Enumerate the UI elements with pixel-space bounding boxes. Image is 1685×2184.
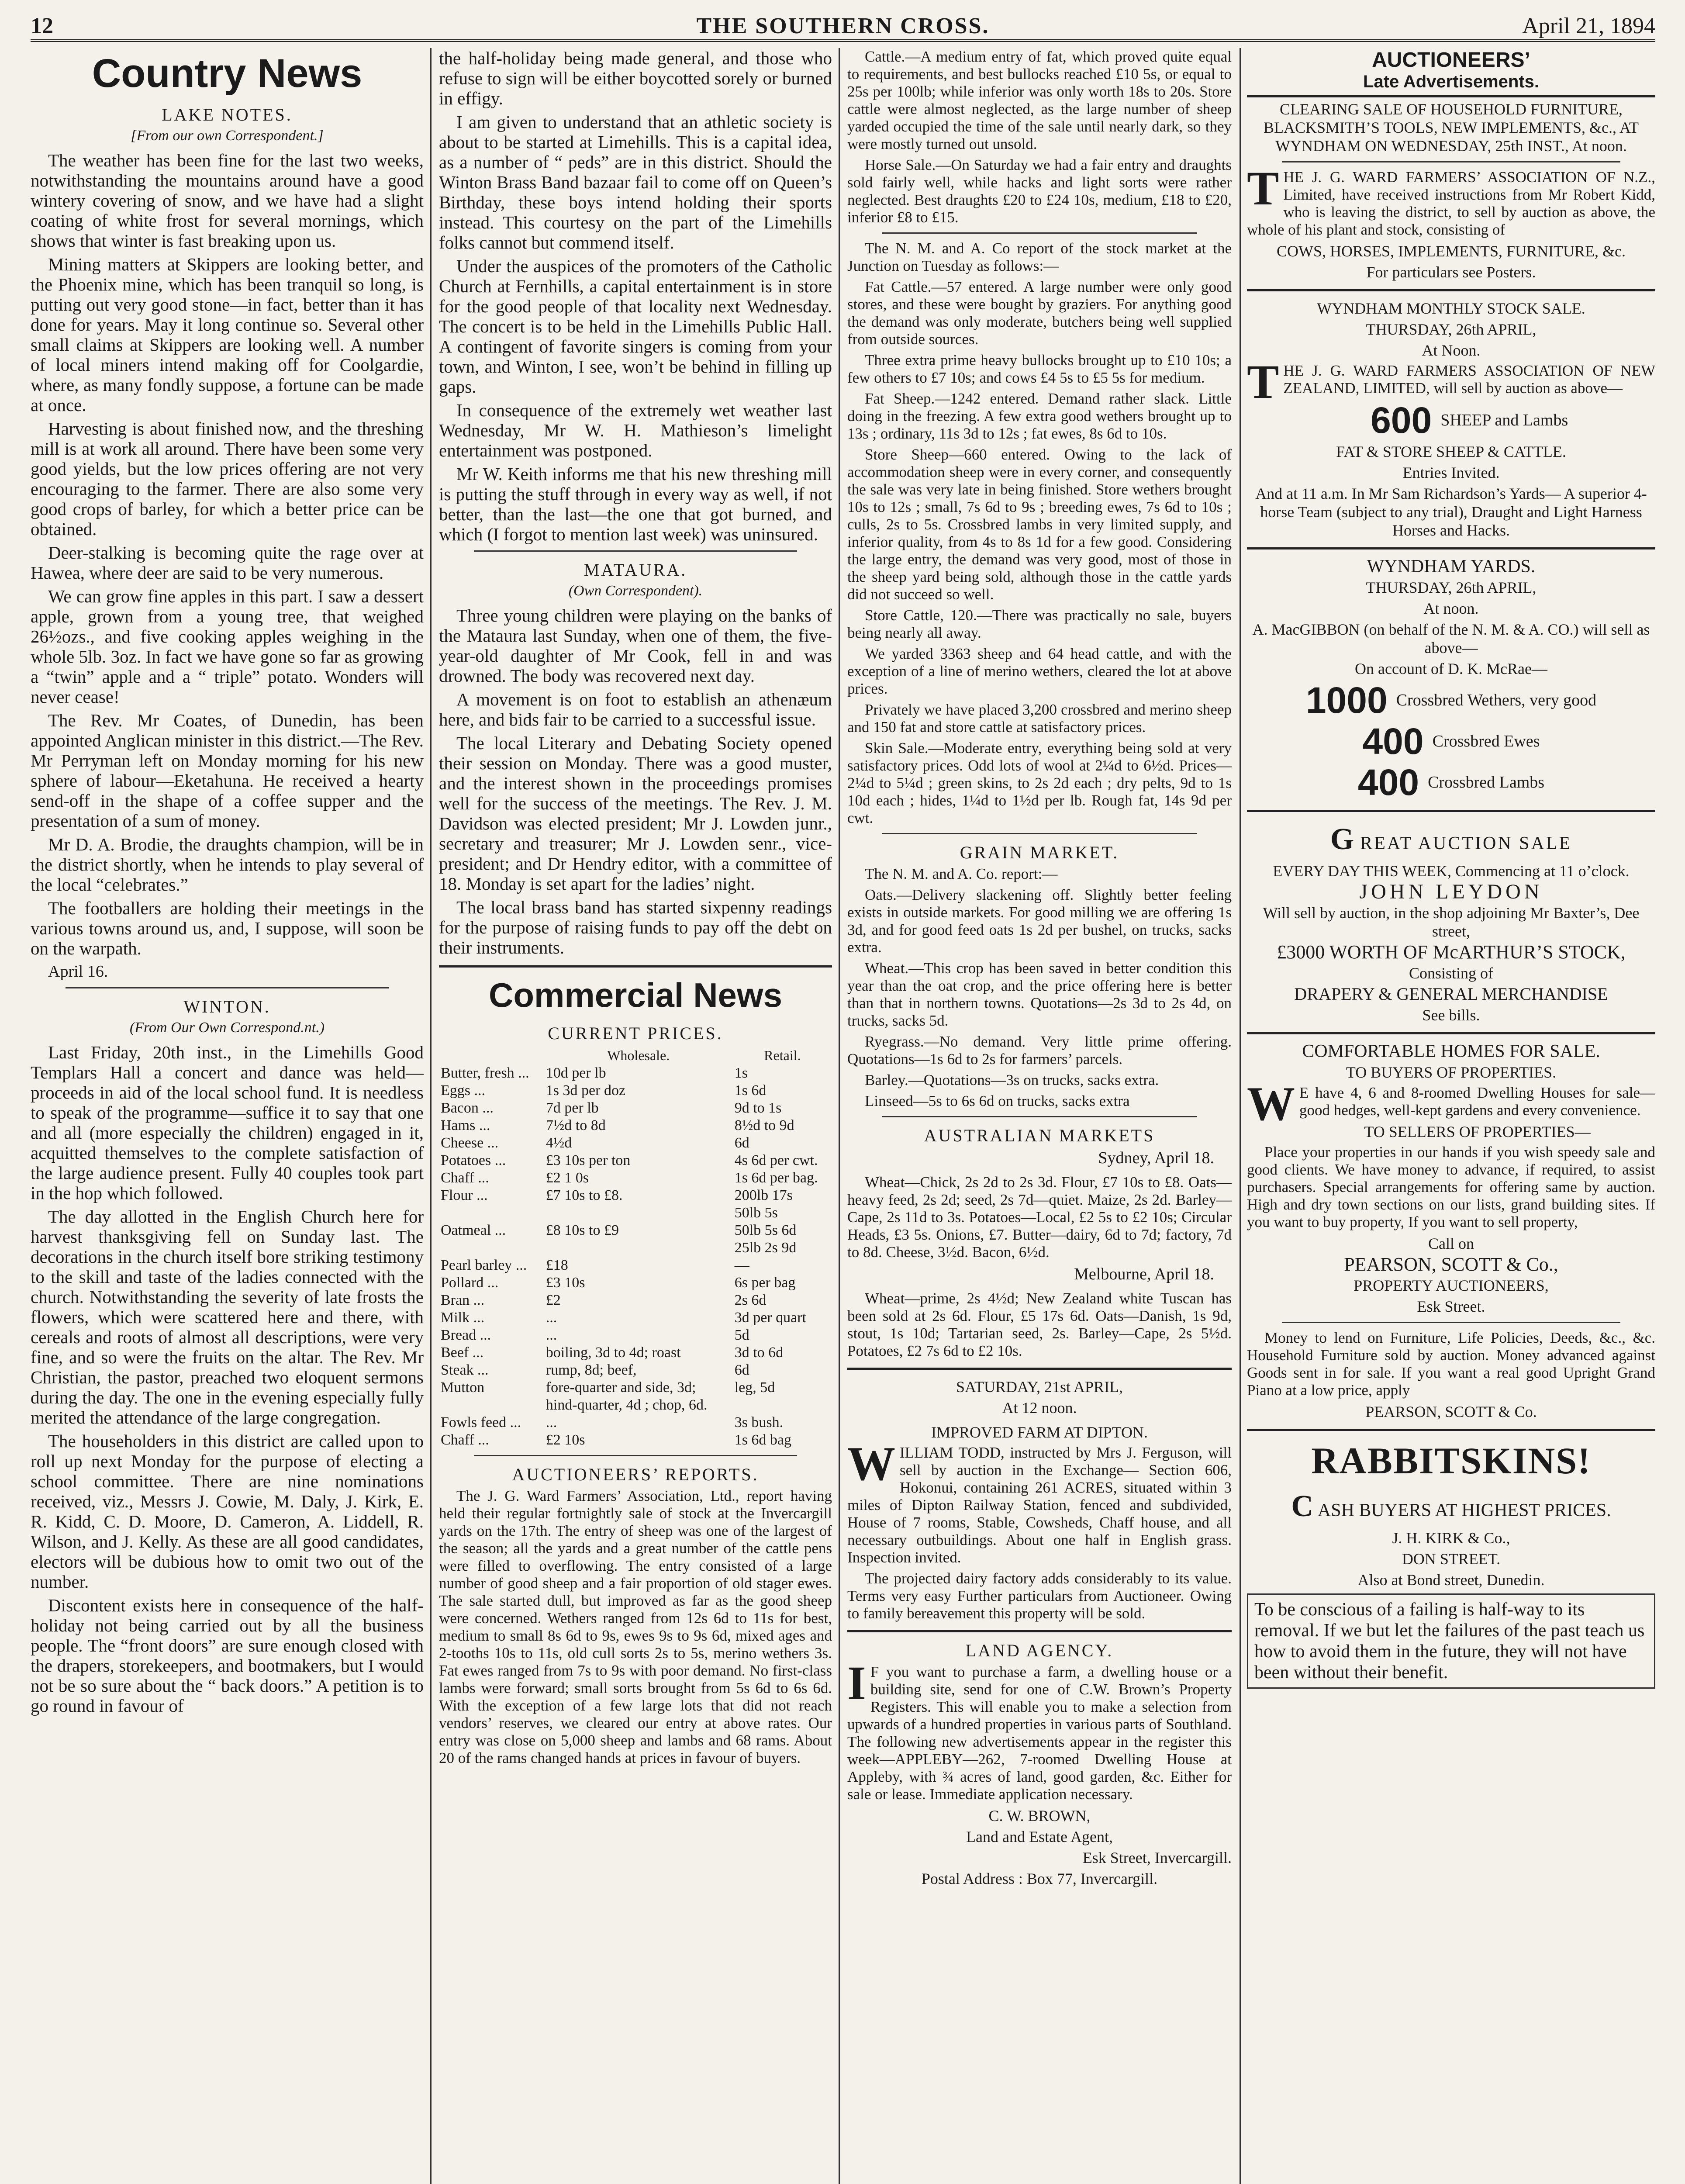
paragraph: Cattle.—A medium entry of fat, which proved quite equal to requirements, and best bullocks reached £10 5s, or equal to 25s per 100lb; while inferior was only worth 18s to 20s. Store cattle were almost neglected, as the large number of sheep yarded occupied the time of the sale until nearly dark, so they were mostly turned out unsold.	[847, 48, 1232, 152]
column-country-news	[31, 48, 424, 2184]
prices-body	[439, 1064, 832, 1449]
paragraph: I am given to understand that an athletic society is about to be started at Limehills. This is a capital idea, as a number of “ peds” are in this district. Should the Winton Brass Band bazaar fail to come off on Queen’s Birthday, these boys intend holding their sports instead. This courtesy on the part of the Limehills folks cannot but commend itself.	[439, 112, 832, 252]
ad-text: £3000 WORTH OF McARTHUR’S STOCK,	[1277, 941, 1626, 963]
ad-text-body: ILLIAM TODD, instructed by Mrs J. Ferguson, will sell by auction in the Exchange— Section 606, Hokonui, containing 261 ACRES, situated within 3 miles of Dipton Railway Station, fenced and subdivided, House of 7 rooms, Stable, Cowsheds, Chaff house, and all necessary outbuildings. About one half in English grass. Inspection invited.	[847, 1444, 1232, 1566]
divider	[847, 1368, 1232, 1370]
article-title: MATAURA.	[584, 560, 687, 580]
price-item	[439, 1239, 544, 1257]
ad-text-body: E have 4, 6 and 8-roomed Dwelling Houses for sale—good hedges, well-kept gardens and every convenience.	[1299, 1084, 1655, 1119]
table-row	[439, 1431, 832, 1449]
column-three	[847, 48, 1232, 2184]
table-row	[439, 1414, 832, 1431]
paragraph: Mr D. A. Brodie, the draughts champion, will be in the district shortly, when he intends to play several of the local “celebrates.”	[31, 834, 424, 895]
ad-items: FAT & STORE SHEEP & CATTLE.	[1336, 443, 1566, 460]
drop-cap: G	[1330, 822, 1356, 856]
paragraph: Mr W. Keith informs me that his new threshing mill is putting the stuff through in every way as well, if not better, than the last—the one that got burned, and which (I forgot to mention last week) was uninsured.	[439, 464, 832, 544]
divider	[1247, 810, 1655, 812]
stock-desc: Crossbred Lambs	[1428, 773, 1545, 791]
ad-note: For particulars see Posters.	[1366, 263, 1536, 281]
price-item	[439, 1396, 544, 1414]
paragraph: Wheat—Chick, 2s 2d to 2s 3d. Flour, £7 10s to £8. Oats—heavy feed, 2s 2d; seed, 2s 7d—quiet. Maize, 2s 2d. Barley—Cape, 2s 11d to 3s. Potatoes—Local, £2 5s to £2 10s; Circular Heads, £3 5s. Onions, £7. Butter—dairy, 6d to 7d; factory, 7d to 8d. Cheese, 3½d. Bacon, 6½d.	[847, 1174, 1232, 1261]
paragraph: Last Friday, 20th inst., in the Limehills Good Templars Hall a concert and dance was held—proceeds in aid of the local school fund. It is needless to speak of the programme—suffice it to say that one and all (more especially the children) engaged in it, acquitted themselves to the complete satisfaction of the large audience present. Fully 40 couples took part in the hop which followed.	[31, 1042, 424, 1203]
article-title: GRAIN MARKET.	[960, 843, 1119, 862]
ad-text: Money to lend on Furniture, Life Policies, Deeds, &c., &c. Household Furniture sold by auction. Money advanced against Goods sent in for sale. If you want a real good Upright Grand Piano at a low price, apply	[1247, 1329, 1655, 1399]
paragraph: The local brass band has started sixpenny readings for the purpose of raising funds to pay off the debt on their instruments.	[439, 897, 832, 957]
table-row	[439, 1309, 832, 1327]
paragraph: Skin Sale.—Moderate entry, everything being sold at very satisfactory prices. Odd lots of wool at 2¼d to 6½d. Prices—2¼d to 5¼d ; green skins, to 2s 2d each ; dry pelts, 9d to 1s 10d each ; hides, 1¼d to 1½d per lb. Rough fat, 14s 9d per cwt.	[847, 740, 1232, 826]
paragraph: Barley.—Quotations—3s on trucks, sacks extra.	[865, 1071, 1159, 1089]
price-item: Bran ...	[441, 1292, 485, 1308]
paragraph: the half-holiday being made general, and those who refuse to sign will be either boycotted sorely or burned in effigy.	[439, 48, 832, 108]
newspaper-title: THE SOUTHERN CROSS.	[696, 14, 990, 38]
agent-name: J. H. KIRK & Co.,	[1392, 1529, 1510, 1547]
article-title: WINTON.	[183, 997, 271, 1016]
paragraph: The day allotted in the English Church here for harvest thanksgiving fell on Sunday last. The decorations in the church itself bore striking testimony to the skill and taste of the ladies connected with the church. Notwithstanding the severity of late frosts the flowers, which were scattered here and there, with cereals and roots of almost all descriptions, were very fine, and so were the fruits on the altar. The Rev. Mr Christian, the pastor, preached two eloquent sermons during the day. The one in the evening especially fully merited the attendance of the large congregation.	[31, 1206, 424, 1427]
col-retail: Retail.	[764, 1047, 801, 1063]
divider	[882, 833, 1197, 834]
agent-address: Also at Bond street, Dunedin.	[1357, 1571, 1545, 1589]
table-row	[439, 1187, 832, 1204]
paragraph: The footballers are holding their meetings in the various towns around us, and, I suppose, will soon be on the warpath.	[31, 898, 424, 958]
paragraph: A movement is on foot to establish an athenæum here, and bids fair to be carried to a successful issue.	[439, 689, 832, 729]
price-retail: —	[734, 1257, 749, 1273]
divider	[1247, 1429, 1655, 1431]
price-item: Bacon ...	[441, 1100, 494, 1116]
ad-rabbitskins: RABBITSKINS!	[1311, 1440, 1591, 1482]
auctioneer-name: JOHN LEYDON	[1359, 880, 1543, 903]
paragraph: Three young children were playing on the banks of the Mataura last Sunday, when one of them, the five-year-old daughter of Mr Cook, fell in and was drowned. The body was recovered next day.	[439, 605, 832, 686]
paragraph: Horse Sale.—On Saturday we had a fair entry and draughts sold fairly well, while hacks and light sorts were rather neglected. Best draughts £20 to £24 10s, medium, £18 to £20, inferior £8 to £15.	[847, 156, 1232, 226]
signature: Land and Estate Agent,	[966, 1828, 1113, 1845]
stock-count: 400	[1362, 721, 1424, 762]
paragraph: Mining matters at Skippers are looking better, and the Phoenix mine, which has been tranquil so long, is putting out very good stone—in fact, better than it has done for years. May it long continue so. Several other small claims at Skippers are looking well. A number of local miners intend making off for Coolgardie, where, as many fondly suppose, a fortune can be made at once.	[31, 254, 424, 415]
paragraph: Harvesting is about finished now, and the threshing mill is at work all around. There have been some very good yields, but the low prices offering are not very encouraging to the farmer. There are also some very good crops of barley, for which a better price can be obtained.	[31, 418, 424, 539]
price-wholesale: hind-quarter, 4d ; chop, 6d.	[546, 1397, 708, 1413]
paragraph: Oats.—Delivery slackening off. Slightly better feeling exists in outside markets. For good milling we are offering 1s 3d, and for good feed oats 1s 2d per bushel, on trucks, sacks extra.	[847, 886, 1232, 956]
paragraph: Store Cattle, 120.—There was practically no sale, buyers being nearly all away.	[847, 607, 1232, 641]
stock-line	[1247, 681, 1655, 720]
price-retail: 6d	[734, 1362, 749, 1378]
ad-time: At noon.	[1423, 600, 1479, 617]
price-retail: 3d per quart	[734, 1310, 806, 1326]
price-item: Potatoes ...	[441, 1152, 506, 1168]
ad-text: A. MacGIBBON (on behalf of the N. M. & A. CO.) will sell as above—	[1252, 621, 1650, 657]
price-retail: 9d to 1s	[734, 1100, 782, 1116]
paragraph: The householders in this district are called upon to roll up next Monday for the purpose of electing a school committee. There are nine nominations received, viz., Messrs J. Cowie, M. Daly, J. Kirk, E. R. Kidd, C. D. Moore, D. Cameron, A. Liddell, R. Wilson, and J. Kelly. As these are all good candidates, electors will be dubious how to omit two out of the number.	[31, 1431, 424, 1592]
price-retail: 3d to 6d	[734, 1344, 784, 1361]
price-retail: 50lb 5s 6d	[734, 1222, 797, 1238]
ad-text-body: HE J. G. WARD FARMERS’ ASSOCIATION OF N.Z., Limited, have received instructions from Mr Robert Kidd, who is leaving the district, to sell by auction as above, the whole of his plant and stock, consisting of	[1247, 169, 1655, 238]
article-title: AUSTRALIAN MARKETS	[924, 1126, 1155, 1145]
stock-line	[1247, 763, 1655, 802]
paragraph: Fat Cattle.—57 entered. A large number were only good stores, and these were bought by graziers. For anything good the demand was only moderate, butchers being well supplied from outside sources.	[847, 278, 1232, 348]
agent-role: PROPERTY AUCTIONEERS,	[1354, 1277, 1549, 1294]
paragraph: Store Sheep—660 entered. Owing to the lack of accommodation sheep were in every corner, and consequently the sale was very late in being finished. Store wethers brought 10s to 12s ; small, 7s 6d to 9s ; breeding ewes, 7s 6d to 10s ; culls, 2s to 5s. Crossbred lambs in very limited supply, and inferior quality, from 4s to 8s 1d for a few good. Considering the large entry, the demand was very good, most of those in the sheep yard being sold, although those in the cattle yards did not succeed so well.	[847, 446, 1232, 603]
price-wholesale: 7½d to 8d	[546, 1117, 606, 1133]
price-item: Butter, fresh ...	[441, 1065, 529, 1081]
ad-text	[1247, 1077, 1655, 1130]
ad-text: Call on	[1428, 1235, 1474, 1252]
dateline: April 16.	[48, 962, 108, 981]
ad-subtitle: TO BUYERS OF PROPERTIES.	[1346, 1064, 1557, 1081]
ad-note: See bills.	[1422, 1006, 1480, 1024]
ad-clearing-sale: CLEARING SALE OF HOUSEHOLD FURNITURE, BLACKSMITH’S TOOLS, NEW IMPLEMENTS, &c., AT WYNDHAM ON WEDNESDAY, 25th INST., At noon.	[1263, 100, 1639, 155]
paragraph: The local Literary and Debating Society opened their session on Monday. There was a good muster, and the interest shown in the proceedings promises well for the success of the meetings. The Rev. J. M. Davidson was elected president; Mr J. Lowden junr., secretary and treasurer; Mr J. Lowden senr., vice-president; and Dr Hendry editor, with a committee of 18. Monday is set apart for the ladies’ night.	[439, 733, 832, 894]
drop-cap: W	[847, 1437, 895, 1490]
ad-title: WYNDHAM MONTHLY STOCK SALE.	[1317, 300, 1585, 317]
ad-items: COWS, HORSES, IMPLEMENTS, FURNITURE, &c.	[1276, 242, 1626, 260]
price-wholesale: £18	[546, 1257, 568, 1273]
divider	[66, 987, 389, 988]
price-wholesale	[544, 1239, 733, 1257]
prices-title: CURRENT PRICES.	[548, 1023, 723, 1043]
ad-title-text: ASH BUYERS AT HIGHEST PRICES.	[1317, 1500, 1611, 1521]
stock-desc: Crossbred Ewes	[1432, 732, 1540, 750]
drop-cap: W	[1247, 1077, 1295, 1130]
table-row	[439, 1117, 832, 1134]
dateline: Melbourne, April 18.	[1074, 1265, 1214, 1283]
paragraph: Linseed—5s to 6s 6d on trucks, sacks extra	[865, 1092, 1130, 1109]
ad-text: On account of D. K. McRae—	[1355, 660, 1547, 677]
agent-name: PEARSON, SCOTT & Co.,	[1344, 1254, 1558, 1275]
price-wholesale: £7 10s to £8.	[546, 1187, 623, 1203]
stock-count: 600	[1371, 400, 1432, 441]
section-heading: Commercial News	[489, 976, 782, 1014]
ad-text	[1247, 355, 1655, 408]
agent-name: PEARSON, SCOTT & Co.	[1365, 1403, 1537, 1420]
price-retail: 1s 6d	[734, 1082, 767, 1099]
table-row	[439, 1169, 832, 1187]
price-item: Flour ...	[441, 1187, 488, 1203]
sale-date: SATURDAY, 21st APRIL,	[956, 1378, 1123, 1396]
ad-text: EVERY DAY THIS WEEK, Commencing at 11 o’clock.	[1273, 862, 1630, 880]
price-item	[439, 1204, 544, 1222]
price-retail: 4s 6d per cwt.	[734, 1152, 818, 1168]
price-wholesale: £2 1 0s	[546, 1170, 589, 1186]
price-retail: 6s per bag	[734, 1275, 796, 1291]
price-item: Pearl barley ...	[441, 1257, 527, 1273]
divider	[474, 550, 797, 552]
table-row	[439, 1134, 832, 1152]
price-retail: 1s 6d per bag.	[734, 1170, 818, 1186]
issue-date: April 21, 1894	[1522, 14, 1655, 38]
price-retail: 1s	[734, 1065, 748, 1081]
price-wholesale: fore-quarter and side, 3d;	[546, 1379, 696, 1396]
table-row	[439, 1327, 832, 1344]
price-retail	[733, 1396, 832, 1414]
table-header	[439, 1046, 832, 1064]
divider	[1247, 547, 1655, 549]
article-title: AUCTIONEERS’ REPORTS.	[512, 1465, 759, 1484]
col-wholesale: Wholesale.	[607, 1047, 670, 1063]
ad-text: Will sell by auction, in the shop adjoining Mr Baxter’s, Dee street,	[1263, 904, 1640, 940]
stock-count: 400	[1357, 762, 1419, 803]
ad-text	[847, 1656, 1232, 1803]
price-retail: 5d	[734, 1327, 749, 1343]
paragraph: The Rev. Mr Coates, of Dunedin, has been appointed Anglican minister in this district.—The Rev. Mr Perryman left on Monday morning for his new sphere of labour—Eketahuna. He received a hearty send-off in the shape of a coffee supper and the presentation of a sum of money.	[31, 710, 424, 831]
stock-line	[1283, 401, 1655, 440]
drop-cap: T	[1247, 355, 1279, 408]
paragraph: Wheat—prime, 2s 4½d; New Zealand white Tuscan has been sold at 2s 6d. Flour, £5 17s 6d. Oats—Danish, 1s 9d, stout, 1s 10d; Tartarian seed, 2s. Barley—Cape, 2s 5½d. Potatoes, £2 7s 6d to £2 10s.	[847, 1290, 1232, 1359]
ad-note: Entries Invited.	[1402, 464, 1500, 481]
price-wholesale: boiling, 3d to 4d; roast	[546, 1344, 681, 1361]
table-row	[439, 1257, 832, 1274]
column-advertisements	[1247, 48, 1655, 2184]
price-item: Steak ...	[441, 1362, 489, 1378]
ad-title	[1247, 1487, 1655, 1526]
table-row	[439, 1292, 832, 1309]
ad-subtitle: TO SELLERS OF PROPERTIES—	[1364, 1123, 1591, 1140]
column-rule	[839, 48, 840, 2184]
price-item: Beef ...	[441, 1344, 484, 1361]
price-wholesale: rump, 8d; beef,	[546, 1362, 637, 1378]
paragraph: Privately we have placed 3,200 crossbred and merino sheep and 150 fat and store cattle at satisfactory prices.	[847, 701, 1232, 736]
price-wholesale: £3 10s per ton	[546, 1152, 631, 1168]
divider	[1247, 95, 1655, 97]
drop-cap: C	[1291, 1489, 1313, 1523]
ad-title: LAND AGENCY.	[965, 1641, 1114, 1660]
price-wholesale: £2	[546, 1292, 561, 1308]
divider	[882, 232, 1197, 234]
paragraph: The N. M. and A. Co. report:—	[865, 865, 1058, 882]
price-item: Fowls feed ...	[441, 1414, 521, 1431]
price-wholesale: 7d per lb	[546, 1100, 599, 1116]
prices-table	[439, 1046, 832, 1449]
paragraph: Ryegrass.—No demand. Very little prime offering. Quotations—1s 6d to 2s for farmers’ parcels.	[847, 1033, 1232, 1068]
paragraph: Three extra prime heavy bullocks brought up to £10 10s; a few others to £7 10s; and cows £4 5s to £5 5s for medium.	[847, 352, 1232, 386]
price-wholesale: 4½d	[546, 1135, 572, 1151]
paragraph: Discontent exists here in consequence of the half-holiday not being carried out by all the business people. The “front doors” are sure enough closed with the drapers, storekeepers, and bootmakers, but I would not be so sure about the “ back doors.” A petition is to go round in favour of	[31, 1595, 424, 1716]
price-retail: leg, 5d	[734, 1379, 775, 1396]
signature: Esk Street, Invercargill.	[1082, 1849, 1232, 1866]
divider	[439, 965, 832, 968]
maxim-box: To be conscious of a failing is half-way to its removal. If we but let the failures of the past teach us how to avoid them in the future, they will not have been without their benefit.	[1247, 1593, 1655, 1689]
article-title: LAKE NOTES.	[162, 105, 293, 124]
ad-text: Consisting of	[1409, 964, 1494, 982]
paragraph: We yarded 3363 sheep and 64 head cattle, and with the exception of a line of merino wethers, cleared the lot at above prices.	[847, 645, 1232, 697]
column-rule	[430, 48, 432, 2184]
stock-desc: SHEEP and Lambs	[1440, 411, 1568, 429]
ad-text-body: HE J. G. WARD FARMERS ASSOCIATION OF NEW ZEALAND, LIMITED, will sell by auction as above—	[1283, 362, 1655, 397]
agent-address: DON STREET.	[1402, 1550, 1501, 1568]
paragraph: The N. M. and A. Co report of the stock market at the Junction on Tuesday as follows:—	[847, 240, 1232, 274]
ad-text: DRAPERY & GENERAL MERCHANDISE	[1294, 984, 1608, 1004]
paragraph: The weather has been fine for the last two weeks, notwithstanding the mountains around have a good wintery covering of snow, and we have had a slight coating of white frost for several mornings, which shows that winter is fast breaking upon us.	[31, 150, 424, 251]
paragraph: Under the auspices of the promoters of the Catholic Church at Fernhills, a capital entertainment is in store for the good people of that locality next Wednesday. The concert is to be held in the Limehills Public Hall. A contingent of favorite singers is coming from your town, and Winton, I see, won’t be behind in filling up gaps.	[439, 256, 832, 397]
ad-date: THURSDAY, 26th APRIL,	[1366, 321, 1537, 338]
ad-text-body: F you want to purchase a farm, a dwelling house or a building site, send for one of C.W. Brown’s Property Registers. This will enable you to make a selection from upwards of a hundred properties in various parts of Southland. The following new advertisements appear in the register this week—APPLEBY—262, 7-roomed Dwelling House at Appleby, with ¾ acres of land, good garden, &c. Either for sale or lease. Immediate application necessary.	[847, 1663, 1232, 1803]
table-row	[439, 1274, 832, 1292]
paragraph: We can grow fine apples in this part. I saw a dessert apple, grown from a young tree, that weighed 26½ozs., and five cooking apples weighing in the whole 5lb. 3oz. In fact we have gone so far as growing a “twin” apple and a “ triple” potato. Wonders will never cease!	[31, 586, 424, 707]
price-retail: 2s 6d	[734, 1292, 767, 1308]
table-row	[439, 1099, 832, 1117]
column-rule	[1240, 48, 1241, 2184]
paragraph: The J. G. Ward Farmers’ Association, Ltd., report having held their regular fortnightly sale of stock at the Invercargill yards on the 17th. The entry of sheep was one of the largest of the season; all the yards and a great number of the cattle pens were filled to overflowing. The entry consisted of a large number of good sheep and a fair proportion of old stager ewes. The sale started dull, but improved as far as the good sheep were concerned. Wethers ranged from 12s 6d to 11s for best, medium to small 8s 6d to 9s, ewes 9s to 9s 6d, mixed ages and 2-tooths 10s to 11s, old cull sorts 2s to 5s, merino wethers 3s. Fat ewes ranged from 7s to 9s with poor demand. No first-class lambs were forward; small sorts brought from 5s 6d to 6s 6d. With the exception of a few large lots that did not reach vendors’ reserves, we cleared our entry at above rates. Our entry was close on 5,000 sheep and lambs and 68 rams. About 20 of the rams changed hands at prices in favour of buyers.	[439, 1487, 832, 1766]
price-retail: 1s 6d bag	[734, 1432, 792, 1448]
paragraph: Fat Sheep.—1242 entered. Demand rather slack. Little doing in the freezing. A few extra good wethers brought up to 13s ; ordinary, 11s 3d to 12s ; fat ewes, 8s 6d to 10s.	[847, 390, 1232, 442]
price-item: Milk ...	[441, 1310, 485, 1326]
price-item: Mutton	[441, 1379, 485, 1396]
agent-address: Esk Street.	[1417, 1298, 1485, 1315]
table-row	[439, 1344, 832, 1362]
price-wholesale: ...	[546, 1327, 557, 1343]
ads-subheading: Late Advertisements.	[1363, 72, 1540, 91]
ad-title	[1247, 820, 1655, 859]
stock-desc: Crossbred Wethers, very good	[1396, 691, 1597, 709]
ad-title-text: REAT AUCTION SALE	[1360, 833, 1572, 854]
table-row	[439, 1152, 832, 1169]
divider	[1282, 161, 1620, 162]
ads-heading: AUCTIONEERS’	[1372, 48, 1530, 72]
column-two	[439, 48, 832, 2184]
price-retail: 25lb 2s 9d	[734, 1240, 797, 1256]
ad-time: At Noon.	[1422, 342, 1481, 359]
drop-cap: T	[1247, 162, 1279, 215]
signature: C. W. BROWN,	[988, 1807, 1091, 1825]
ad-title: IMPROVED FARM AT DIPTON.	[931, 1424, 1148, 1441]
stock-count: 1000	[1305, 680, 1388, 721]
price-wholesale: ...	[546, 1310, 557, 1326]
byline: (Own Correspondent).	[568, 583, 703, 599]
price-wholesale: 1s 3d per doz	[546, 1082, 626, 1099]
divider	[1247, 289, 1655, 291]
table-row	[439, 1239, 832, 1257]
table-row	[439, 1362, 832, 1379]
divider	[474, 1455, 797, 1456]
price-retail: 6d	[734, 1135, 749, 1151]
price-item: Cheese ...	[441, 1135, 499, 1151]
table-row	[439, 1064, 832, 1082]
price-item: Oatmeal ...	[441, 1222, 506, 1238]
drop-cap: I	[847, 1656, 866, 1710]
table-row	[439, 1379, 832, 1396]
price-item: Bread ...	[441, 1327, 491, 1343]
price-wholesale: 10d per lb	[546, 1065, 606, 1081]
ad-text: And at 11 a.m. In Mr Sam Richardson’s Yards— A superior 4-horse Team (subject to any trial), Draught and Light Harness Horses and Hacks.	[1255, 485, 1647, 539]
table-row	[439, 1204, 832, 1222]
ad-text: Place your properties in our hands if you wish speedy sale and good clients. We have money to advance, if required, to assist purchasers. Special arrangements for offering same by auction. High and dry town sections on our lists, grand building sites. If you want to buy property, If you want to sell property,	[1247, 1144, 1655, 1230]
paragraph: In consequence of the extremely wet weather last Wednesday, Mr W. H. Mathieson’s limelight entertainment was postponed.	[439, 400, 832, 460]
price-retail: 3s bush.	[734, 1414, 784, 1431]
stock-line	[1247, 722, 1655, 761]
sale-time: At 12 noon.	[1002, 1399, 1077, 1417]
signature: Postal Address : Box 77, Invercargill.	[921, 1870, 1158, 1887]
byline: [From our own Correspondent.]	[131, 128, 324, 144]
section-heading: Country News	[92, 51, 363, 96]
price-item: Chaff ...	[441, 1432, 489, 1448]
masthead	[31, 13, 1655, 42]
divider	[1282, 1322, 1620, 1323]
divider	[882, 1116, 1197, 1117]
byline: (From Our Own Correspond.nt.)	[129, 1019, 325, 1036]
price-retail: 50lb 5s	[734, 1205, 778, 1221]
ad-title: WYNDHAM YARDS.	[1367, 556, 1536, 577]
paragraph: Wheat.—This crop has been saved in better condition this year than the oat crop, and the price offering here is better than that in northern towns. Quotations—2s 3d to 2s 4d, on trucks, sacks 5d.	[847, 960, 1232, 1029]
ad-title: COMFORTABLE HOMES FOR SALE.	[1302, 1041, 1600, 1061]
page-number: 12	[31, 14, 53, 38]
price-wholesale: £3 10s	[546, 1275, 585, 1291]
table-row	[439, 1396, 832, 1414]
price-retail: 200lb 17s	[734, 1187, 793, 1203]
dateline: Sydney, April 18.	[1098, 1149, 1214, 1167]
paragraph: Deer-stalking is becoming quite the rage over at Hawea, where deer are said to be very numerous.	[31, 543, 424, 583]
price-wholesale: £8 10s to £9	[546, 1222, 619, 1238]
price-item: Hams ...	[441, 1117, 490, 1133]
table-row	[439, 1082, 832, 1099]
table-row	[439, 1222, 832, 1239]
price-wholesale	[544, 1204, 733, 1222]
ad-text	[847, 1437, 1232, 1566]
ad-date: THURSDAY, 26th APRIL,	[1366, 579, 1537, 596]
price-item: Chaff ...	[441, 1170, 489, 1186]
price-item: Eggs ...	[441, 1082, 485, 1099]
price-item: Pollard ...	[441, 1275, 499, 1291]
divider	[1247, 1032, 1655, 1034]
price-wholesale: ...	[546, 1414, 557, 1431]
price-retail: 8½d to 9d	[734, 1117, 794, 1133]
ad-text	[1247, 162, 1655, 238]
ad-text: The projected dairy factory adds considerably to its value. Terms very easy Further particulars from Auctioneer. Owing to family bereavement this property will be sold.	[847, 1570, 1232, 1622]
divider	[847, 1630, 1232, 1632]
price-wholesale: £2 10s	[546, 1432, 585, 1448]
